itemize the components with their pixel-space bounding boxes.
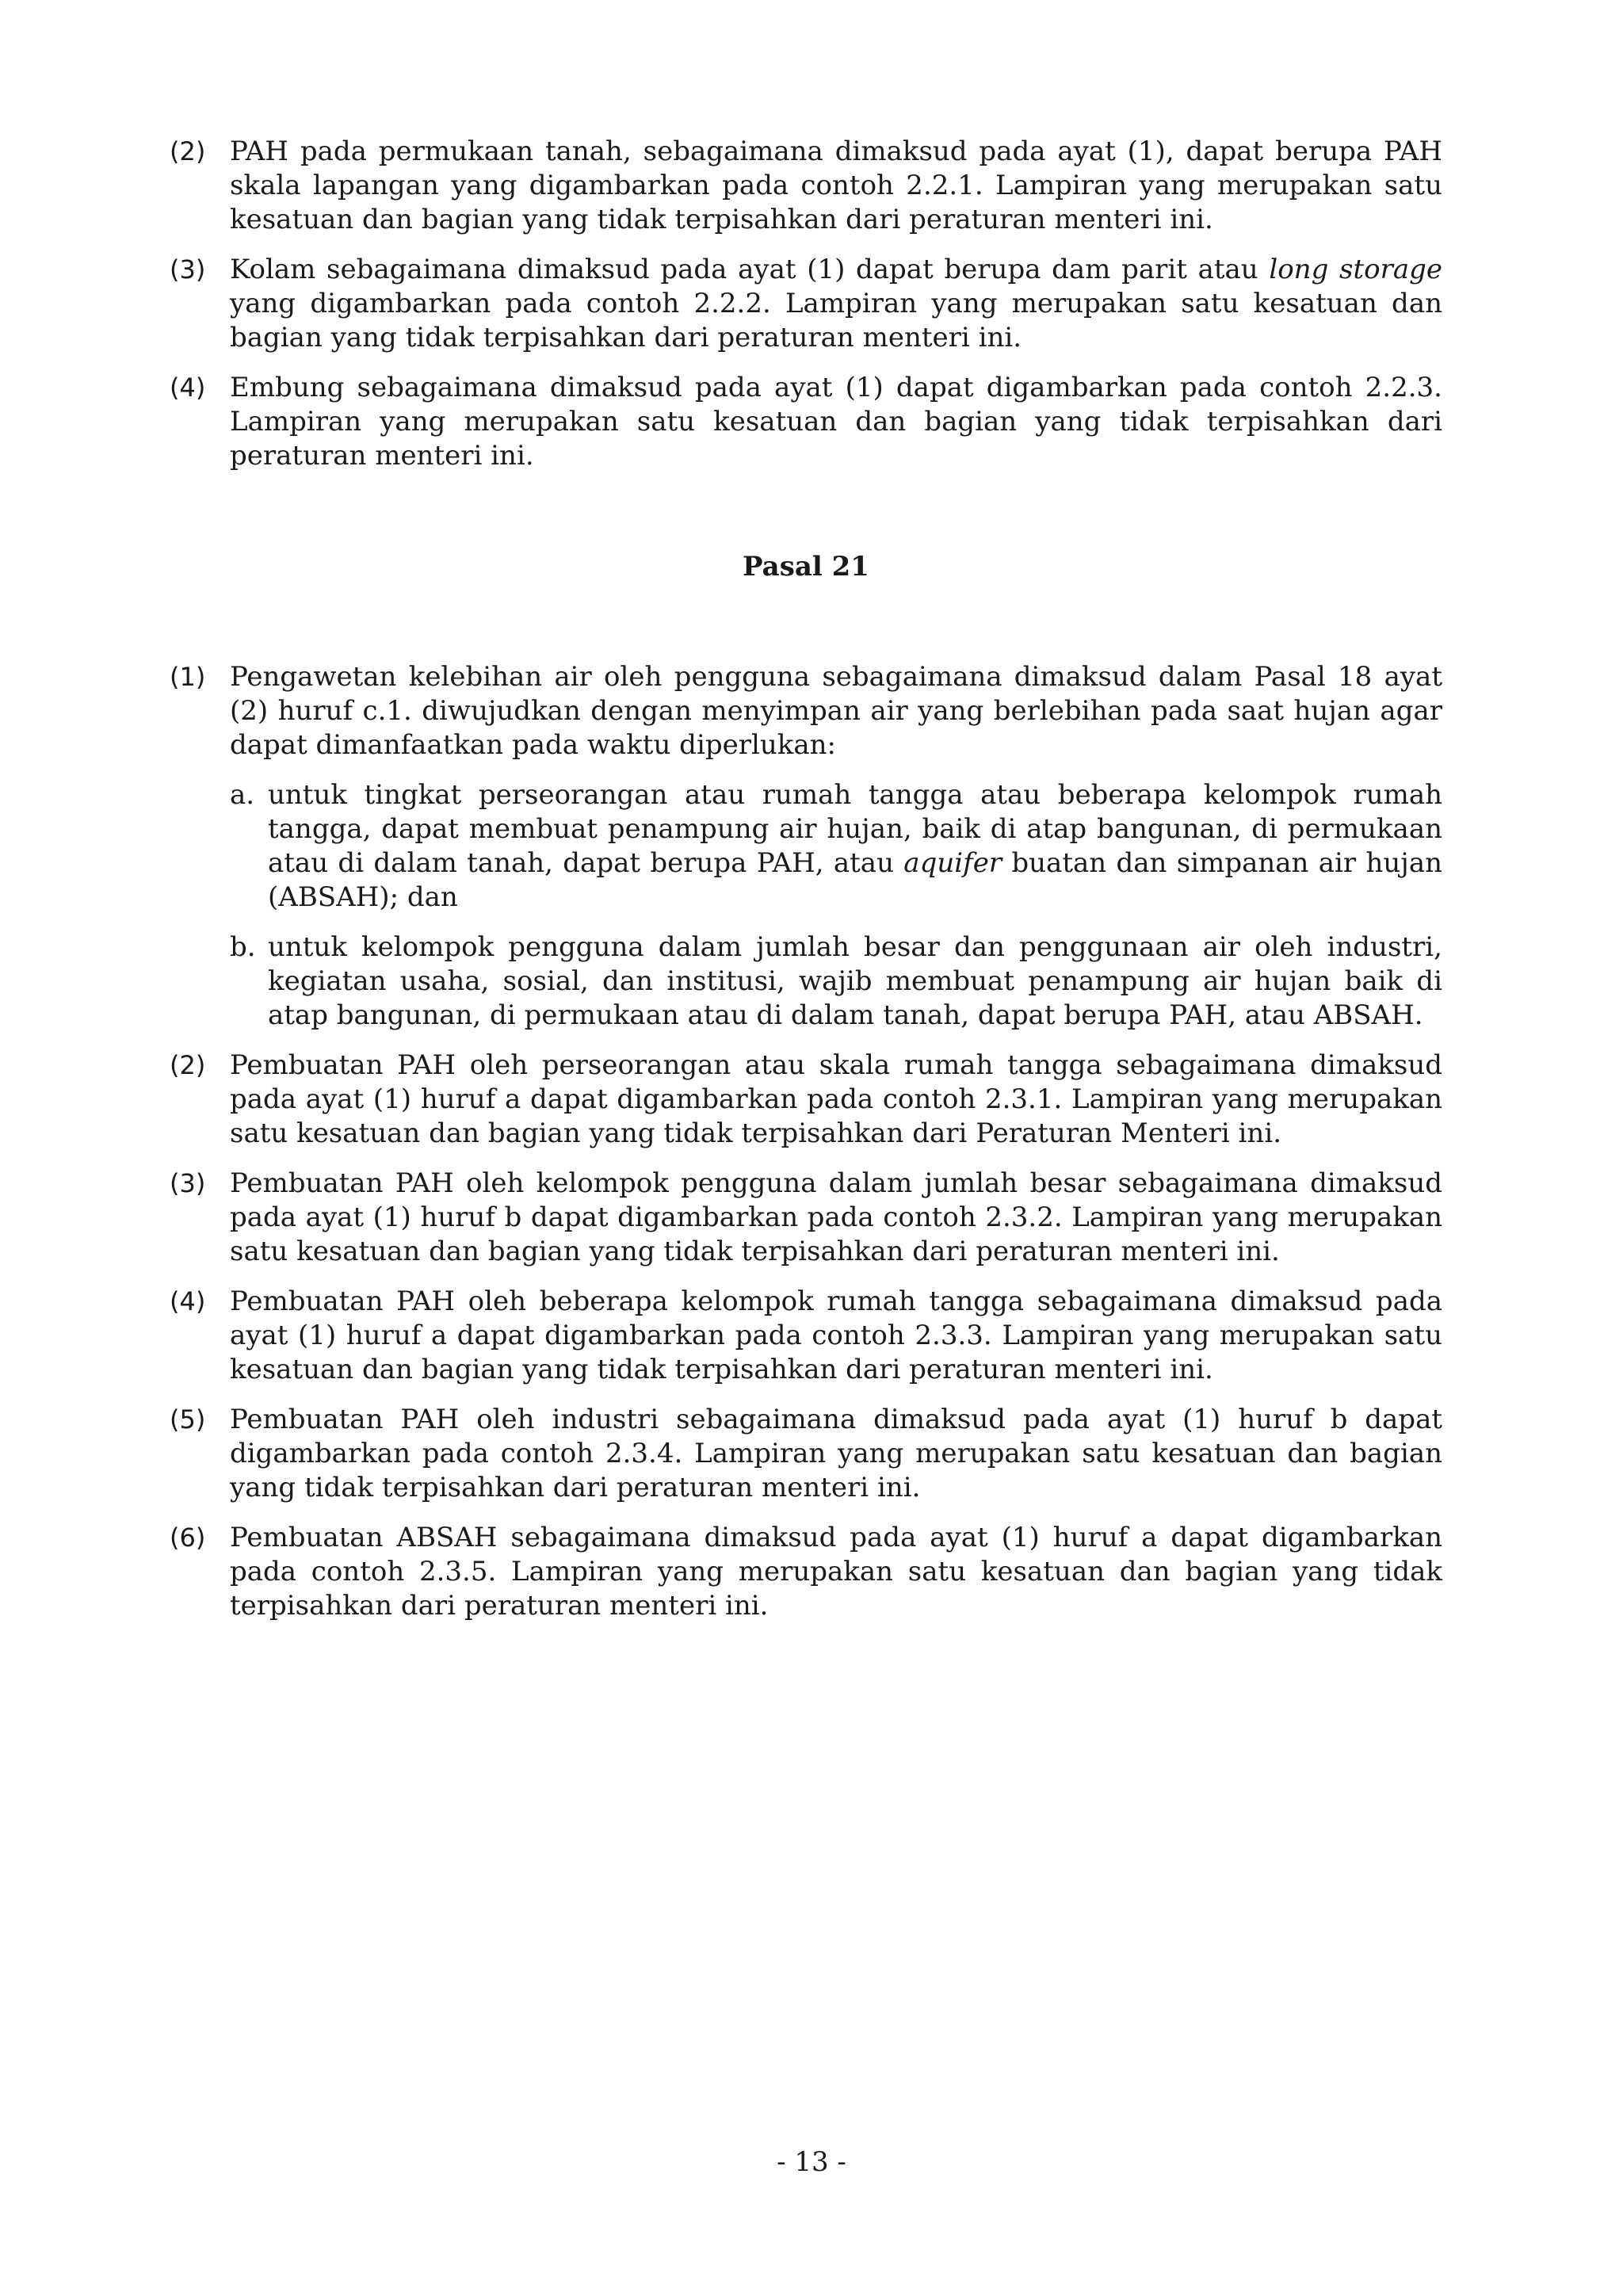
paragraph-item — [170, 371, 1442, 473]
paragraph-text: Pembuatan ABSAH sebagaimana dimaksud pada ayat (1) huruf a dapat digambarkan pada contoh 2.3.5. Lampiran yang merupakan satu kesatuan dan bagian yang tidak terpisahkan dari peraturan menteri ini. — [230, 1522, 1442, 1622]
paragraph-item — [170, 1049, 1442, 1151]
paragraph-item — [170, 1403, 1442, 1505]
sub-item — [230, 930, 1442, 1033]
paragraph-number: (3) — [170, 254, 206, 285]
paragraph-number: (4) — [170, 372, 206, 403]
paragraph-text: Pembuatan PAH oleh industri sebagaimana dimaksud pada ayat (1) huruf b dapat digambarkan pada contoh 2.3.4. Lampiran yang merupakan satu kesatuan dan bagian yang tidak terpisahkan dari peraturan menteri ini. — [230, 1404, 1442, 1503]
text-run: yang digambarkan pada contoh 2.2.2. Lampiran yang merupakan satu kesatuan dan bagian yang tidak terpisahkan dari peraturan menteri ini. — [230, 288, 1442, 353]
paragraph-text: Pengawetan kelebihan air oleh pengguna sebagaimana dimaksud dalam Pasal 18 ayat (2) huruf c.1. diwujudkan dengan menyimpan air yang berlebihan pada saat hujan agar dapat dimanfaatkan pada waktu diperlukan: — [230, 661, 1442, 761]
paragraph-number: (5) — [170, 1404, 206, 1435]
text-run: Kolam sebagaimana dimaksud pada ayat (1) dapat berupa dam parit atau — [230, 254, 1270, 285]
sub-item — [230, 778, 1442, 915]
paragraph-body — [230, 660, 1442, 1033]
paragraph-text: Pembuatan PAH oleh beberapa kelompok rumah tangga sebagaimana dimaksud pada ayat (1) huruf a dapat digambarkan pada contoh 2.3.3. Lampiran yang merupakan satu kesatuan dan bagian yang tidak terpisahkan dari peraturan menteri ini. — [230, 1286, 1442, 1385]
sub-item-letter: a. — [230, 779, 255, 811]
italic-term: aquifer — [903, 847, 1002, 879]
paragraph-number: (2) — [170, 136, 206, 166]
paragraph-number: (6) — [170, 1522, 206, 1553]
paragraph-item — [170, 1521, 1442, 1623]
paragraph-item — [170, 660, 1442, 1033]
paragraph-text: PAH pada permukaan tanah, sebagaimana dimaksud pada ayat (1), dapat berupa PAH skala lapangan yang digambarkan pada contoh 2.2.1. Lampiran yang merupakan satu kesatuan dan bagian yang tidak terpisahkan dari peraturan menteri ini. — [230, 136, 1442, 235]
paragraph-item — [170, 135, 1442, 237]
paragraph-number: (2) — [170, 1050, 206, 1080]
text-run: buatan dan simpanan air hujan (ABSAH); dan — [268, 847, 1442, 913]
sub-item-text — [268, 778, 1442, 915]
paragraph-item — [170, 1167, 1442, 1269]
paragraph-text — [230, 253, 1442, 355]
paragraph-number: (4) — [170, 1286, 206, 1316]
paragraph-item — [170, 1285, 1442, 1387]
page-number: - 13 - — [777, 2146, 846, 2178]
document-page — [170, 135, 1442, 1623]
paragraph-item — [170, 253, 1442, 355]
paragraph-text: Pembuatan PAH oleh perseorangan atau skala rumah tangga sebagaimana dimaksud pada ayat (1) huruf a dapat digambarkan pada contoh 2.3.1. Lampiran yang merupakan satu kesatuan dan bagian yang tidak terpisahkan dari Peraturan Menteri ini. — [230, 1049, 1442, 1149]
sub-item-letter: b. — [230, 931, 256, 963]
text-run: untuk tingkat perseorangan atau rumah tangga atau beberapa kelompok rumah tangga, dapat membuat penampung air hujan, baik di atap bangunan, di permukaan atau di dalam tanah, dapat berupa PAH, atau — [268, 779, 1442, 879]
paragraph-number: (1) — [170, 662, 206, 692]
paragraph-number: (3) — [170, 1168, 206, 1198]
sub-item-text: untuk kelompok pengguna dalam jumlah besar dan penggunaan air oleh industri, kegiatan usaha, sosial, dan institusi, wajib membuat penampung air hujan baik di atap bangunan, di permukaan atau di dalam tanah, dapat berupa PAH, atau ABSAH. — [268, 931, 1442, 1031]
paragraph-text: Pembuatan PAH oleh kelompok pengguna dalam jumlah besar sebagaimana dimaksud pada ayat (1) huruf b dapat digambarkan pada contoh 2.3.2. Lampiran yang merupakan satu kesatuan dan bagian yang tidak terpisahkan dari peraturan menteri ini. — [230, 1167, 1442, 1267]
article-heading: Pasal 21 — [743, 551, 869, 583]
italic-term: long storage — [1269, 254, 1442, 285]
paragraph-text: Embung sebagaimana dimaksud pada ayat (1) dapat digambarkan pada contoh 2.2.3. Lampiran yang merupakan satu kesatuan dan bagian yang tidak terpisahkan dari peraturan menteri ini. — [230, 372, 1442, 472]
